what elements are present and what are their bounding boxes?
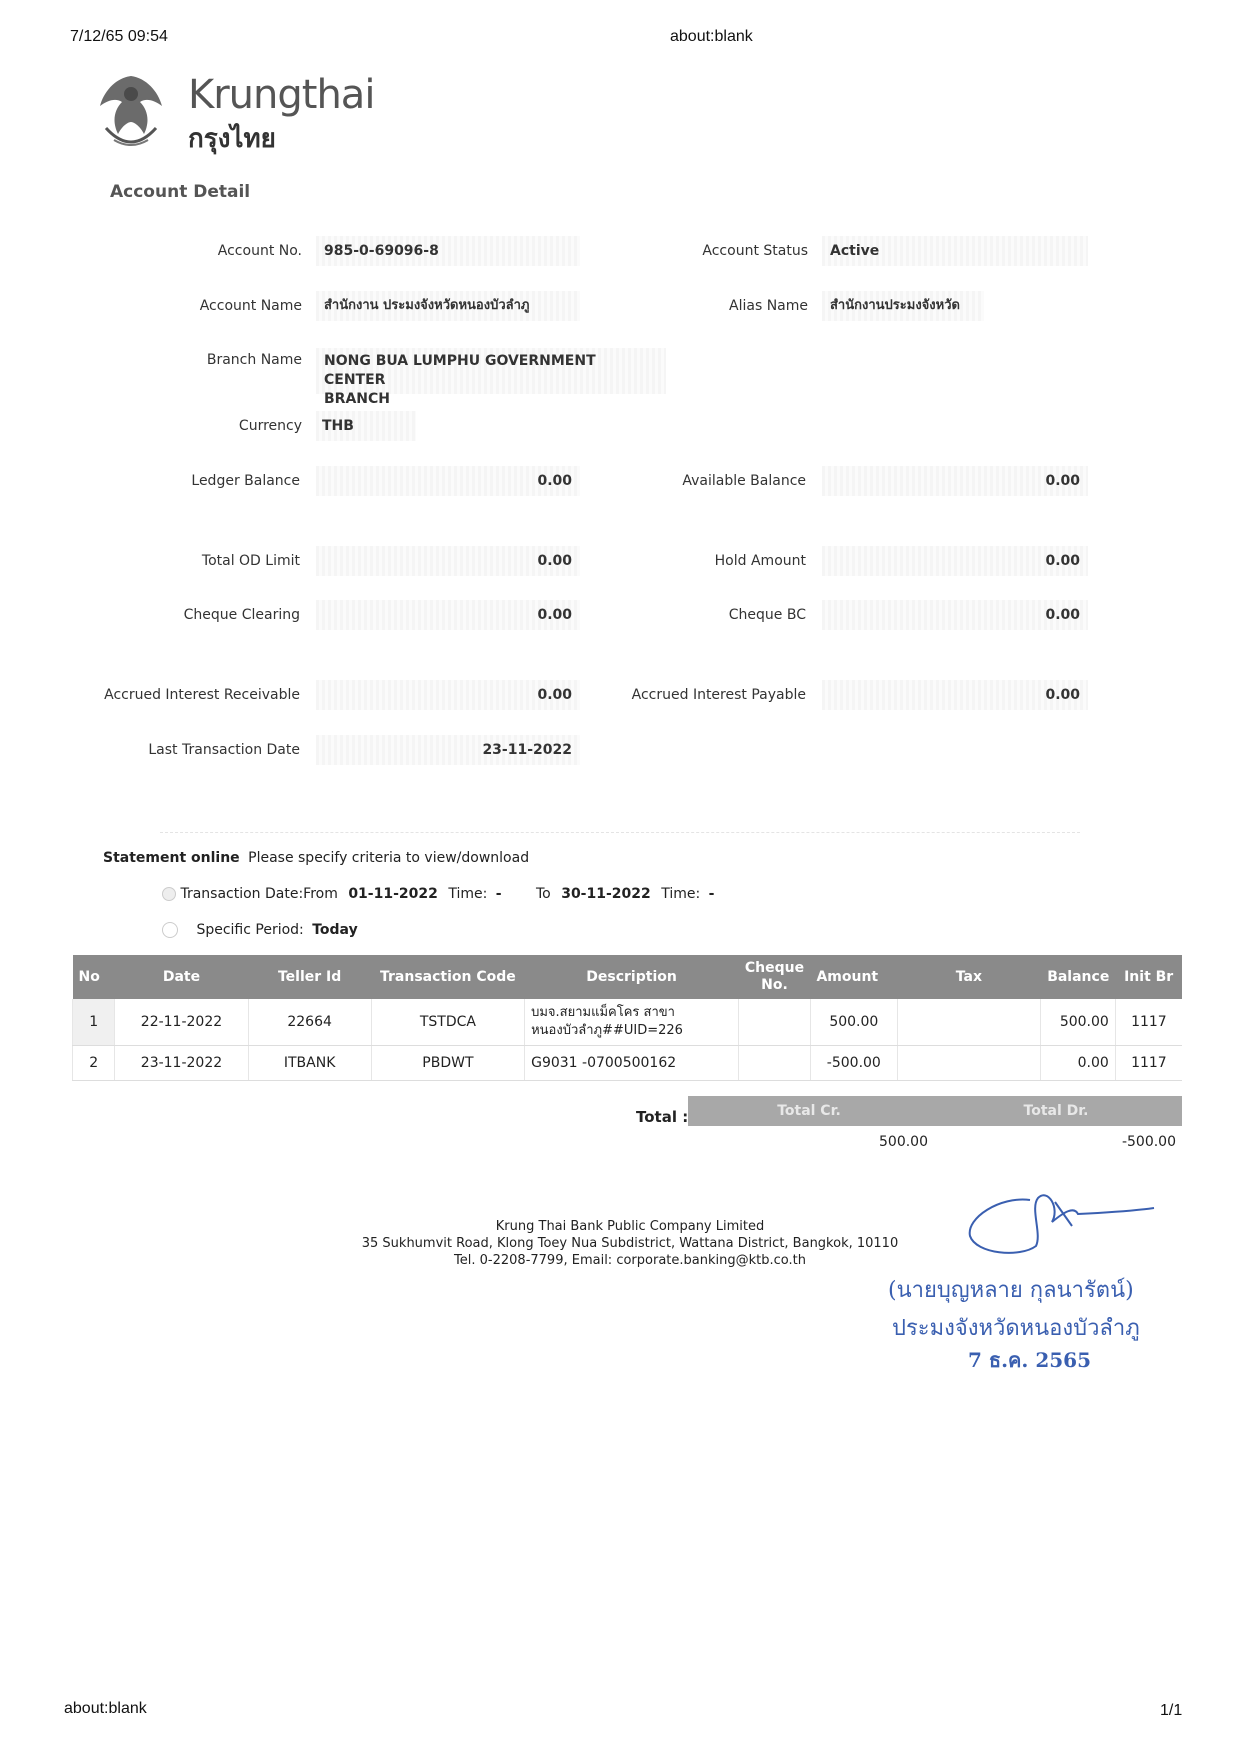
- available-balance-label: Available Balance: [682, 473, 806, 489]
- section-title: Account Detail: [110, 182, 251, 202]
- hold-amount-value: 0.00: [822, 546, 1088, 576]
- stamp-date: 7 ธ.ค. 2565: [968, 1348, 1092, 1372]
- cell-no: 1: [73, 999, 115, 1045]
- total-cr-header: Total Cr.: [688, 1096, 930, 1126]
- cell-cheque: [739, 1045, 811, 1080]
- total-label: Total :: [636, 1108, 689, 1126]
- cell-description: G9031 -0700500162: [525, 1045, 739, 1080]
- total-dr-value: -500.00: [1121, 1134, 1176, 1150]
- statement-title: Statement online: [103, 850, 240, 866]
- branch-line-2: BRANCH: [324, 391, 390, 407]
- statement-table: [72, 955, 1182, 1081]
- account-status-value: Active: [822, 236, 1088, 266]
- od-limit-value: 0.00: [316, 546, 580, 576]
- from-date: 01-11-2022: [348, 886, 438, 902]
- cheque-bc-label: Cheque BC: [728, 607, 806, 623]
- table-row: [73, 1045, 1183, 1080]
- accrued-interest-receivable-value: 0.00: [316, 680, 580, 710]
- available-balance-value: 0.00: [822, 466, 1088, 496]
- to-label: To: [536, 886, 551, 902]
- table-row: [73, 999, 1183, 1045]
- cell-code: TSTDCA: [371, 999, 524, 1045]
- alias-name-value: สำนักงานประมงจังหวัด: [822, 291, 984, 321]
- to-date: 30-11-2022: [561, 886, 651, 902]
- cell-teller: 22664: [248, 999, 371, 1045]
- brand-name-en: Krungthai: [188, 72, 375, 118]
- od-limit-label: Total OD Limit: [201, 553, 300, 569]
- from-time-label: Time:: [448, 886, 488, 902]
- statement-criteria: [103, 850, 529, 866]
- cell-cheque: [739, 999, 811, 1045]
- cheque-clearing-value: 0.00: [316, 600, 580, 630]
- col-date: Date: [115, 955, 248, 999]
- cell-date: 23-11-2022: [115, 1045, 248, 1080]
- company-address: 35 Sukhumvit Road, Klong Toey Nua Subdistrict, Wattana District, Bangkok, 10110: [361, 1236, 899, 1251]
- page-number: 1/1: [1160, 1702, 1183, 1719]
- cell-init-br: 1117: [1115, 999, 1182, 1045]
- print-url: about:blank: [670, 28, 753, 45]
- cell-amount: 500.00: [810, 999, 897, 1045]
- to-time-label: Time:: [661, 886, 701, 902]
- cell-code: PBDWT: [371, 1045, 524, 1080]
- stamp-name: (นายบุญหลาย กุลนารัตน์): [888, 1278, 1134, 1303]
- cell-tax: [897, 999, 1040, 1045]
- cell-amount: -500.00: [810, 1045, 897, 1080]
- hold-amount-label: Hold Amount: [714, 553, 806, 569]
- cheque-clearing-label: Cheque Clearing: [183, 607, 300, 623]
- signature-icon: [960, 1188, 1160, 1268]
- stamp-position: ประมงจังหวัดหนองบัวลำภู: [892, 1316, 1140, 1341]
- cell-tax: [897, 1045, 1040, 1080]
- date-range-radio[interactable]: [162, 887, 176, 901]
- cheque-bc-value: 0.00: [822, 600, 1088, 630]
- col-no: No: [73, 955, 115, 999]
- company-info: [330, 1218, 930, 1269]
- col-balance: Balance: [1041, 955, 1116, 999]
- account-name-value: สำนักงาน ประมงจังหวัดหนองบัวลำภู: [316, 291, 580, 321]
- date-range-row: [162, 886, 502, 902]
- specific-period-row: [162, 922, 358, 938]
- col-teller-id: Teller Id: [248, 955, 371, 999]
- divider: [160, 832, 1080, 833]
- account-status-label: Account Status: [702, 243, 808, 259]
- company-contact: Tel. 0-2208-7799, Email: corporate.banking@ktb.co.th: [454, 1253, 806, 1268]
- account-no-value: 985-0-69096-8: [316, 236, 580, 266]
- accrued-interest-payable-value: 0.00: [822, 680, 1088, 710]
- from-label: Transaction Date:From: [180, 886, 338, 902]
- period-label: Specific Period:: [196, 922, 304, 938]
- last-transaction-value: 23-11-2022: [316, 735, 580, 765]
- cell-balance: 500.00: [1041, 999, 1116, 1045]
- brand-name-th: กรุงไทย: [188, 124, 276, 154]
- alias-name-label: Alias Name: [729, 298, 808, 314]
- col-description: Description: [525, 955, 739, 999]
- ledger-balance-label: Ledger Balance: [191, 473, 300, 489]
- garuda-logo-icon: [86, 66, 176, 156]
- accrued-interest-receivable-label: Accrued Interest Receivable: [104, 687, 300, 703]
- col-amount: Amount: [810, 955, 897, 999]
- currency-label: Currency: [238, 418, 302, 434]
- currency-value: THB: [316, 411, 416, 441]
- description-line-1: บมจ.สยามแม็คโคร สาขา: [531, 1004, 675, 1020]
- cell-description: [525, 999, 739, 1045]
- from-time: -: [495, 886, 502, 902]
- print-datetime: 7/12/65 09:54: [70, 28, 168, 45]
- branch-name-label: Branch Name: [206, 352, 302, 368]
- statement-hint: Please specify criteria to view/download: [248, 850, 530, 866]
- period-value: Today: [312, 922, 358, 938]
- account-no-label: Account No.: [217, 243, 302, 259]
- account-name-label: Account Name: [199, 298, 302, 314]
- col-cheque-no: Cheque No.: [739, 955, 811, 999]
- col-init-br: Init Br: [1115, 955, 1182, 999]
- company-name: Krung Thai Bank Public Company Limited: [495, 1219, 765, 1234]
- accrued-interest-payable-label: Accrued Interest Payable: [631, 687, 806, 703]
- to-date-row: [536, 886, 714, 902]
- branch-line-1: NONG BUA LUMPHU GOVERNMENT CENTER: [324, 353, 596, 388]
- cell-init-br: 1117: [1115, 1045, 1182, 1080]
- total-dr-header: Total Dr.: [930, 1096, 1182, 1126]
- specific-period-radio[interactable]: [162, 922, 178, 938]
- branch-name-value: [316, 348, 666, 407]
- description-line-2: หนองบัวลำภู##UID=226: [531, 1022, 683, 1038]
- total-cr-value: 500.00: [879, 1134, 928, 1150]
- ledger-balance-value: 0.00: [316, 466, 580, 496]
- cell-no: 2: [73, 1045, 115, 1080]
- cell-balance: 0.00: [1041, 1045, 1116, 1080]
- footer-url: about:blank: [64, 1700, 147, 1717]
- col-tax: Tax: [897, 955, 1040, 999]
- cell-teller: ITBANK: [248, 1045, 371, 1080]
- table-header-row: [73, 955, 1183, 999]
- last-transaction-label: Last Transaction Date: [148, 742, 300, 758]
- to-time: -: [708, 886, 715, 902]
- col-transaction-code: Transaction Code: [371, 955, 524, 999]
- cell-date: 22-11-2022: [115, 999, 248, 1045]
